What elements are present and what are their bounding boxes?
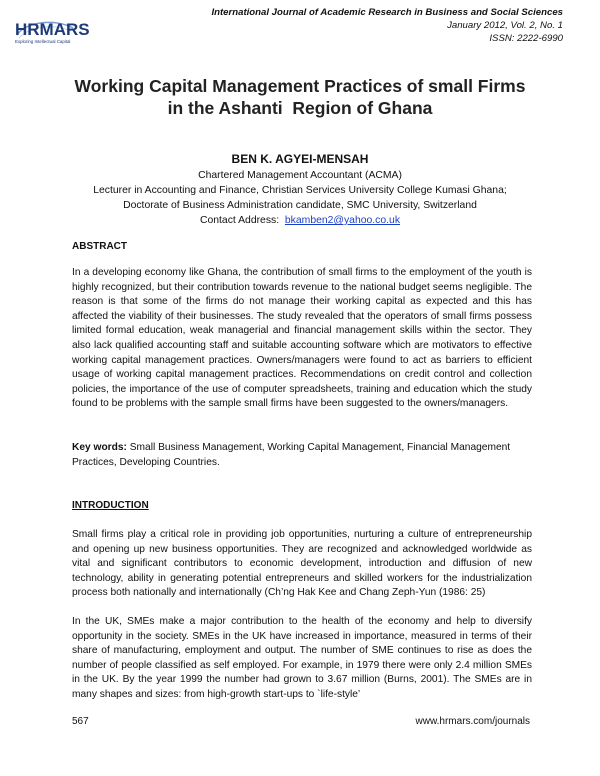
contact-label: Contact Address: [199,215,280,226]
abstract-heading: ABSTRACT [72,241,127,252]
journal-issue: January 2012, Vol. 2, No. 1 [447,20,563,31]
footer-url-link[interactable]: www.hrmars.com/journals [415,716,530,727]
keywords [72,441,532,470]
author-block [40,152,560,228]
keywords-text: Small Business Management, Working Capital Management, Financial Management Practices, Developing Countries. [72,442,511,468]
author-contact [40,213,560,228]
introduction-paragraph-1: Small firms play a critical role in providing job opportunities, nurturing a culture of entrepreneurship and opening up new business opportunities. They are recognized and acknowledged worldwide as vital and significant contributors to economic development, introduction and diffusion of new technology, ability in generating potential entrepreneurs and skilled workers for the industrialization process both nationally and internationally (Ch’ng Hak Kee and Chang Zeph-Yun (1986: 25) [72,529,532,599]
author-email-link[interactable]: bkamben2@yahoo.co.uk [284,215,401,226]
author-affiliation: Lecturer in Accounting and Finance, Christian Services University College Kumasi Ghana; [93,185,507,196]
author-credential: Chartered Management Accountant (ACMA) [198,170,402,181]
author-name: BEN K. AGYEI-MENSAH [231,152,369,166]
paper-title-line-1: Working Capital Management Practices of small Firms [74,76,526,96]
journal-title: International Journal of Academic Research in Business and Social Sciences [211,7,563,18]
introduction-paragraph-2: In the UK, SMEs make a major contribution to the health of the economy and help to diversify opportunity in the society. SMEs in the UK have increased in importance, measured in terms of their share of manufacturing, employment and output. The number of SME continues to rise as does the number of people classified as self employed. For example, in 1979 there were only 2.4 million SMEs in the UK. By the year 1999 the number had grown to 3.67 million (Burns, 2001). The SMEs are in many shapes and sizes: from high-growth start-ups to `life-style’ [72,616,532,700]
paper-title [40,75,560,119]
paper-title-line-2: in the Ashanti Region of Ghana [167,98,433,118]
abstract-text: In a developing economy like Ghana, the contribution of small firms to the employment of the youth is highly recognized, but their contribution towards revenue to the national budget seems negligible. The reason is that some of the firms do not manage their working capital as expected and this has affected the viability of their businesses. The study revealed that the operators of small firms possess limited formal education, weak managerial and financial management skills within the sector. They also lack qualified accounting staff and suitable accounting software which are motivators to effective working capital management practices. Owners/managers were found to act as barriers to efficient usage of working capital management practices. Recommendations on credit control and collection policies, the importance of the use of computer spreadsheets, training and education which the study found to be problems with the sample small firms have been suggested to the owners/managers. [72,267,532,410]
journal-header [211,6,563,45]
page-number: 567 [72,716,89,727]
journal-issn: ISSN: 2222-6990 [489,33,563,44]
logo-tagline: Exploring Intellectual Capital [15,39,71,44]
introduction-heading: INTRODUCTION [72,500,149,511]
logo-name: HRMARS [15,20,90,39]
hrmars-logo [15,20,90,50]
author-doctorate: Doctorate of Business Administration candidate, SMC University, Switzerland [123,200,477,211]
keywords-label: Key words: [72,442,127,453]
